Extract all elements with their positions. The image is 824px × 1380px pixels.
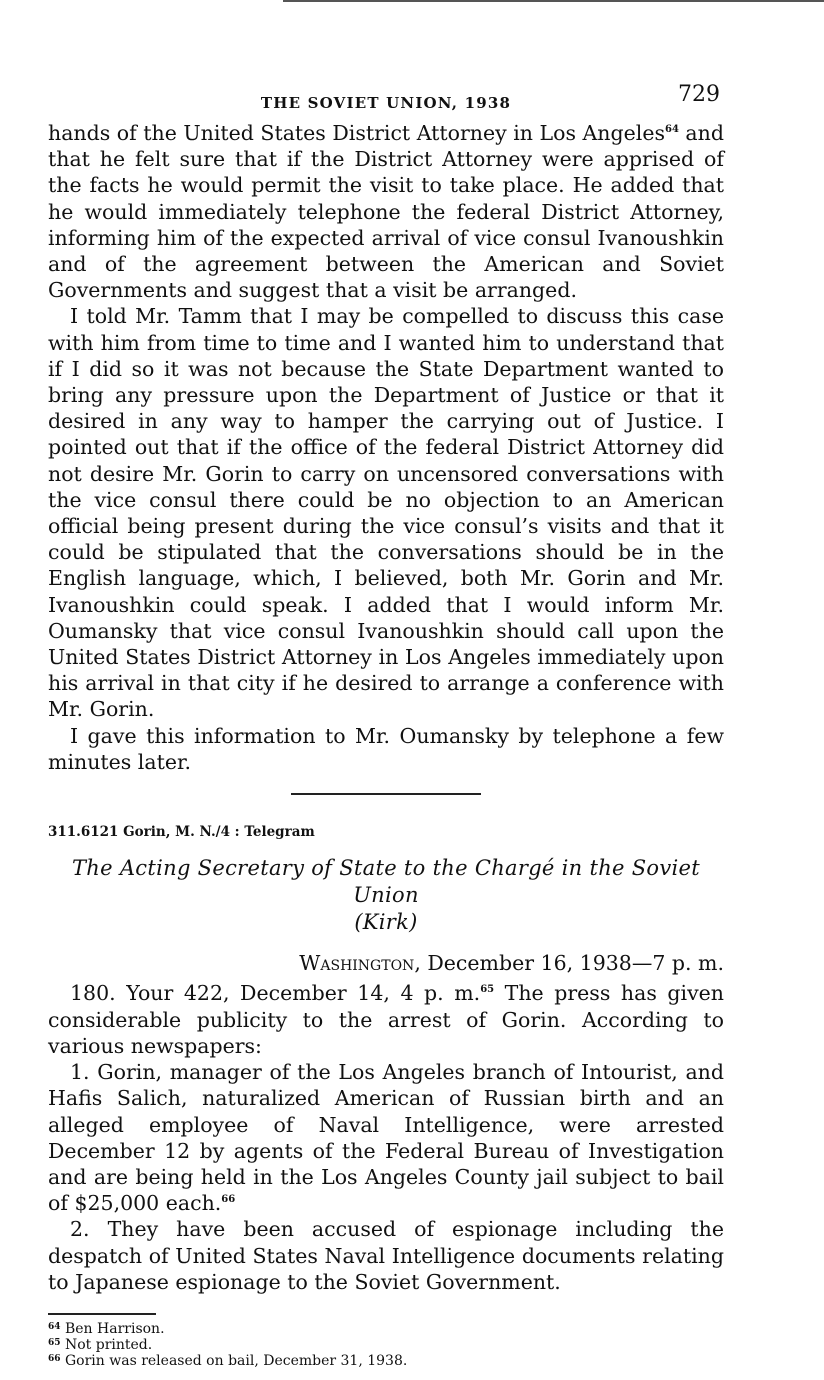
paragraph-4: [48, 980, 724, 1059]
dateline: [48, 950, 724, 976]
paragraph-2: I told Mr. Tamm that I may be compelled to discuss this case with him from time to time and I wanted him to understand that if I did so it was not because the State Department wanted to bring any pressure upon the Department of Justice or that it desired in any way to hamper the carrying out of Justice. I pointed out that if the office of the federal District Attorney did not desire Mr. Gorin to carry on uncensored conversations with the vice consul there could be no objection to an American official being present during the vice consul’s visits and that it could be stipulated that the conversations should be in the English language, which, I believed, both Mr. Gorin and Mr. Ivanoushkin could speak. I added that I would inform Mr. Oumansky that vice consul Ivanoushkin should call upon the United States District Attorney in Los Angeles immediately upon his arrival in that city if he desired to arrange a conference with Mr. Gorin.: [48, 304, 724, 722]
document-page: [48, 82, 724, 1369]
document-heading: [48, 855, 724, 936]
footnote-text: Not printed.: [64, 1336, 153, 1353]
paragraph-1-text-a: hands of the United States District Attorney in Los Angeles: [48, 121, 665, 145]
paragraph-1-text-b: and that he felt sure that if the District Attorney were apprised of the facts he would permit the visit to take place. He added that he would immediately telephone the federal District Attorney, informing him of the expected arrival of vice consul Ivanoushkin and of the agreement between the American and Soviet Governments and suggest that a visit be arranged.: [48, 121, 724, 303]
footnote-65: [48, 1337, 724, 1353]
paragraph-6: 2. They have been accused of espionage including the despatch of United States Naval Intelligence documents relating to Japanese espionage to the Soviet Government.: [48, 1217, 724, 1294]
footnote-ref-64: 64: [664, 124, 679, 135]
footnote-64: [48, 1321, 724, 1337]
page-number: 729: [678, 82, 720, 107]
heading-line-2: (Kirk): [354, 910, 418, 935]
footnote-ref-65: 65: [480, 984, 495, 996]
top-edge-rule: [283, 0, 824, 2]
dateline-place: Washington: [299, 951, 415, 976]
footnote-66: [48, 1353, 724, 1369]
footnote-mark: 64: [48, 1321, 61, 1332]
footnote-ref-66: 66: [221, 1194, 236, 1206]
paragraph-5-text: 1. Gorin, manager of the Los Angeles branch of Intourist, and Hafis Salich, naturalized American of Russian birth and an alleged employee of Naval Intelligence, were arrested December 12 by agents of the Federal Bureau of Investigation and are being held in the Los Angeles County jail subject to bail of $25,000 each.: [48, 1060, 724, 1216]
footnote-text: Gorin was released on bail, December 31, 1938.: [64, 1352, 408, 1369]
paragraph-3: I gave this information to Mr. Oumansky by telephone a few minutes later.: [48, 723, 724, 774]
paragraph-5: [48, 1059, 724, 1216]
running-title: THE SOVIET UNION, 1938: [260, 94, 512, 112]
section-separator: [291, 793, 481, 795]
paragraph-1: [48, 120, 724, 303]
running-head: [48, 82, 724, 116]
paragraph-4-text-b: The press has given considerable publicity to the arrest of Gorin. According to various newspapers:: [48, 981, 724, 1058]
heading-line-1: The Acting Secretary of State to the Chargé in the Soviet Union: [72, 856, 700, 908]
footnote-mark: 66: [48, 1353, 61, 1364]
footnote-mark: 65: [48, 1337, 61, 1348]
dateline-date: , December 16, 1938—7 p. m.: [414, 951, 724, 976]
footnote-text: Ben Harrison.: [64, 1320, 165, 1337]
paragraph-4-text-a: 180. Your 422, December 14, 4 p. m.: [70, 981, 481, 1006]
footnote-rule: [48, 1313, 156, 1315]
file-reference: 311.6121 Gorin, M. N./4 : Telegram: [48, 824, 315, 841]
